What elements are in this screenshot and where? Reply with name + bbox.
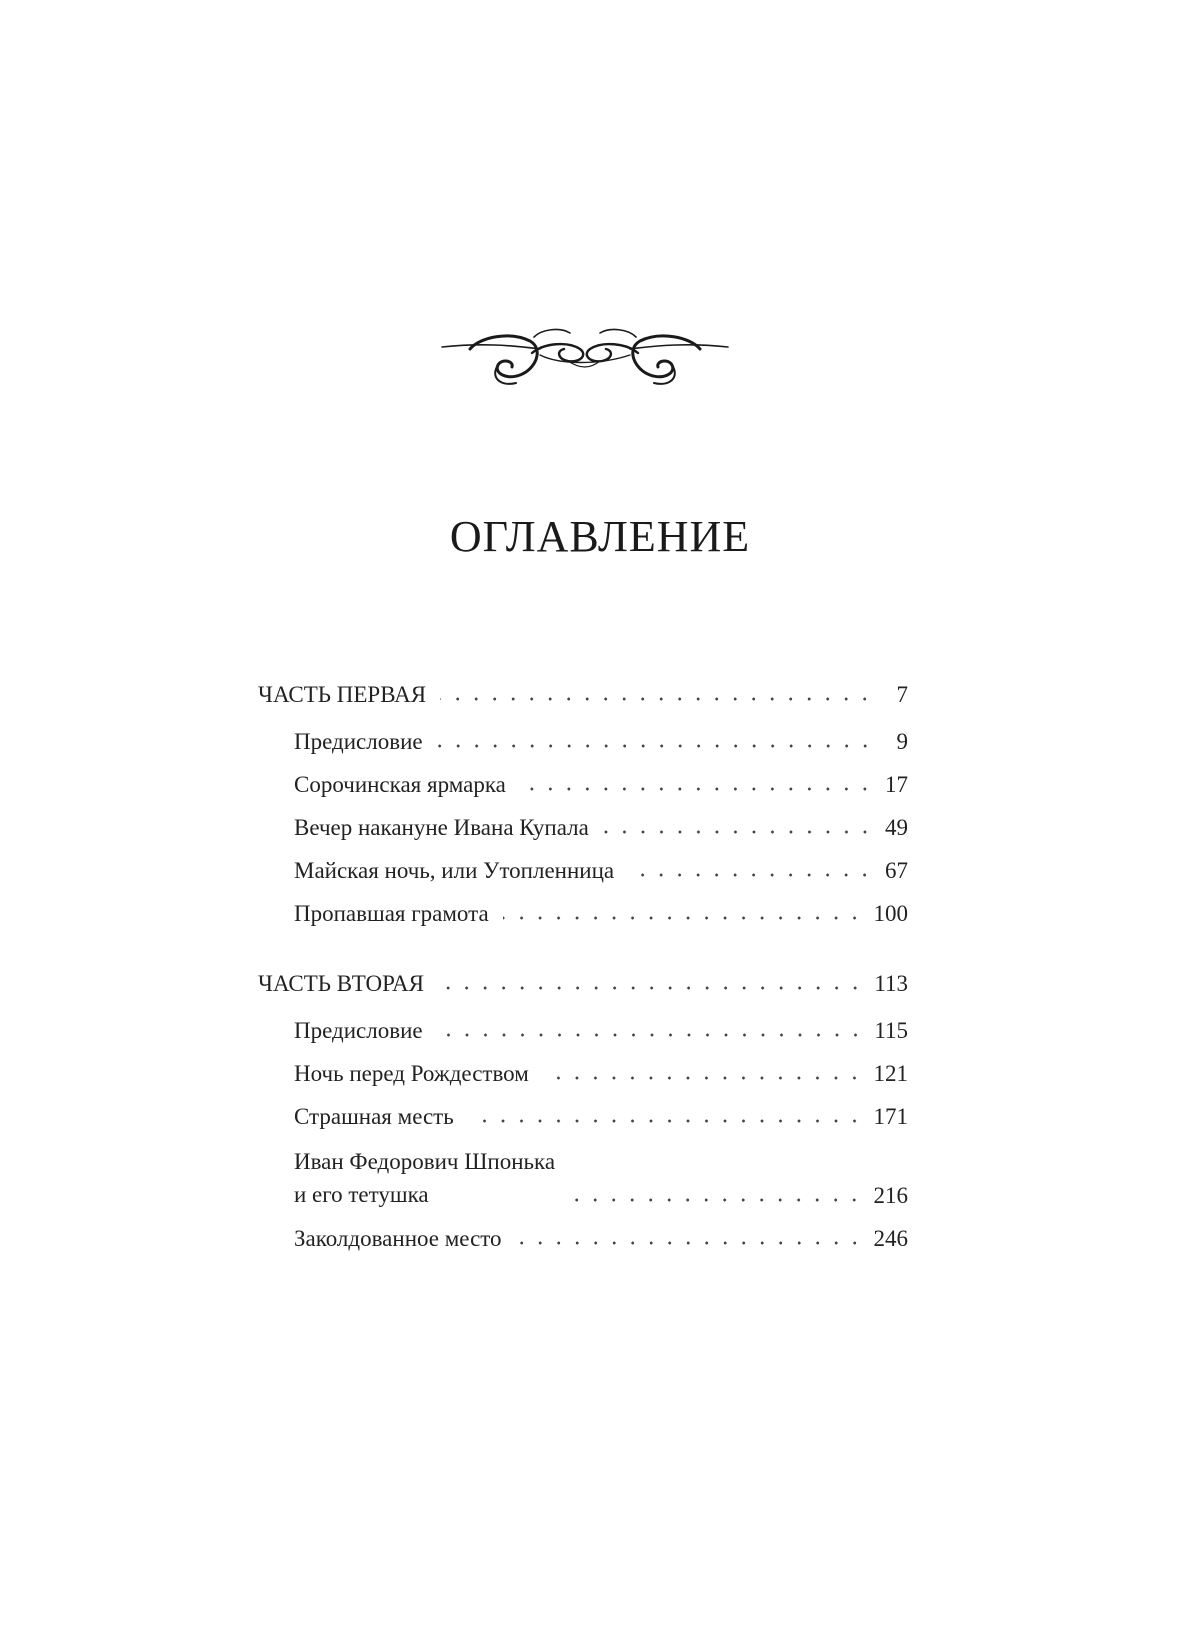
dot-leader <box>628 872 874 878</box>
toc-page-number: 100 <box>873 901 908 926</box>
dot-leader <box>603 829 874 835</box>
toc-entry[interactable] <box>258 1059 908 1089</box>
toc-entry[interactable] <box>258 770 908 800</box>
toc-page-number: 171 <box>873 1104 908 1129</box>
toc-page-number: 67 <box>885 858 908 883</box>
toc-page-number: 7 <box>896 682 908 707</box>
toc-part-heading[interactable] <box>258 680 908 710</box>
toc-entry[interactable] <box>258 1016 908 1046</box>
toc-entry-title-line1: Иван Федорович Шпонька <box>294 1149 556 1174</box>
toc-entry-title: Майская ночь, или Утопленница <box>294 858 615 883</box>
toc-entry[interactable] <box>258 1145 908 1211</box>
dot-leader <box>503 915 864 921</box>
dot-leader <box>569 1197 863 1203</box>
toc-entry[interactable] <box>258 899 908 929</box>
toc-entry-title: Предисловие <box>294 729 423 754</box>
toc-entry-title <box>294 1145 555 1211</box>
dot-leader <box>516 1240 864 1246</box>
dot-leader <box>437 743 874 749</box>
toc-page-number: 115 <box>874 1018 908 1043</box>
toc-entry-title: Сорочинская ярмарка <box>294 772 506 797</box>
toc-entry[interactable] <box>258 813 908 843</box>
toc-entry-title: Предисловие <box>294 1018 423 1043</box>
toc-part-title: ЧАСТЬ ВТОРАЯ <box>258 971 424 996</box>
toc-page-number: 49 <box>885 815 908 840</box>
toc-page-number: 121 <box>873 1061 908 1086</box>
toc-part-one <box>258 680 908 929</box>
toc-entry-title: Ночь перед Рождеством <box>294 1061 529 1086</box>
toc-entry-title: Заколдованное место <box>294 1226 502 1251</box>
toc-entry[interactable] <box>258 727 908 757</box>
dot-leader <box>468 1118 864 1124</box>
toc-page-number: 113 <box>874 971 908 996</box>
toc-page-number: 9 <box>896 729 908 754</box>
toc-entry-title: Вечер накануне Ивана Купала <box>294 815 589 840</box>
page-title: ОГЛАВЛЕНИЕ <box>449 512 751 561</box>
toc-entry[interactable] <box>258 1102 908 1132</box>
table-of-contents <box>258 680 908 1267</box>
toc-part-title: ЧАСТЬ ПЕРВАЯ <box>258 682 427 707</box>
dot-leader <box>438 985 864 991</box>
toc-page-number: 17 <box>885 772 908 797</box>
dot-leader <box>520 786 874 792</box>
flourish-ornament-icon <box>440 325 730 405</box>
dot-leader <box>440 696 874 702</box>
dot-leader <box>437 1032 865 1038</box>
dot-leader <box>543 1075 864 1081</box>
toc-entry[interactable] <box>258 856 908 886</box>
toc-part-heading[interactable] <box>258 969 908 999</box>
toc-page-number: 216 <box>873 1183 908 1208</box>
toc-entry-title: Пропавшая грамота <box>294 901 489 926</box>
toc-part-two <box>258 969 908 1254</box>
toc-page-number: 246 <box>873 1226 908 1251</box>
toc-entry-title: Страшная месть <box>294 1104 454 1129</box>
toc-entry[interactable] <box>258 1224 908 1254</box>
toc-entry-title-line2: и его тетушка <box>294 1182 429 1207</box>
